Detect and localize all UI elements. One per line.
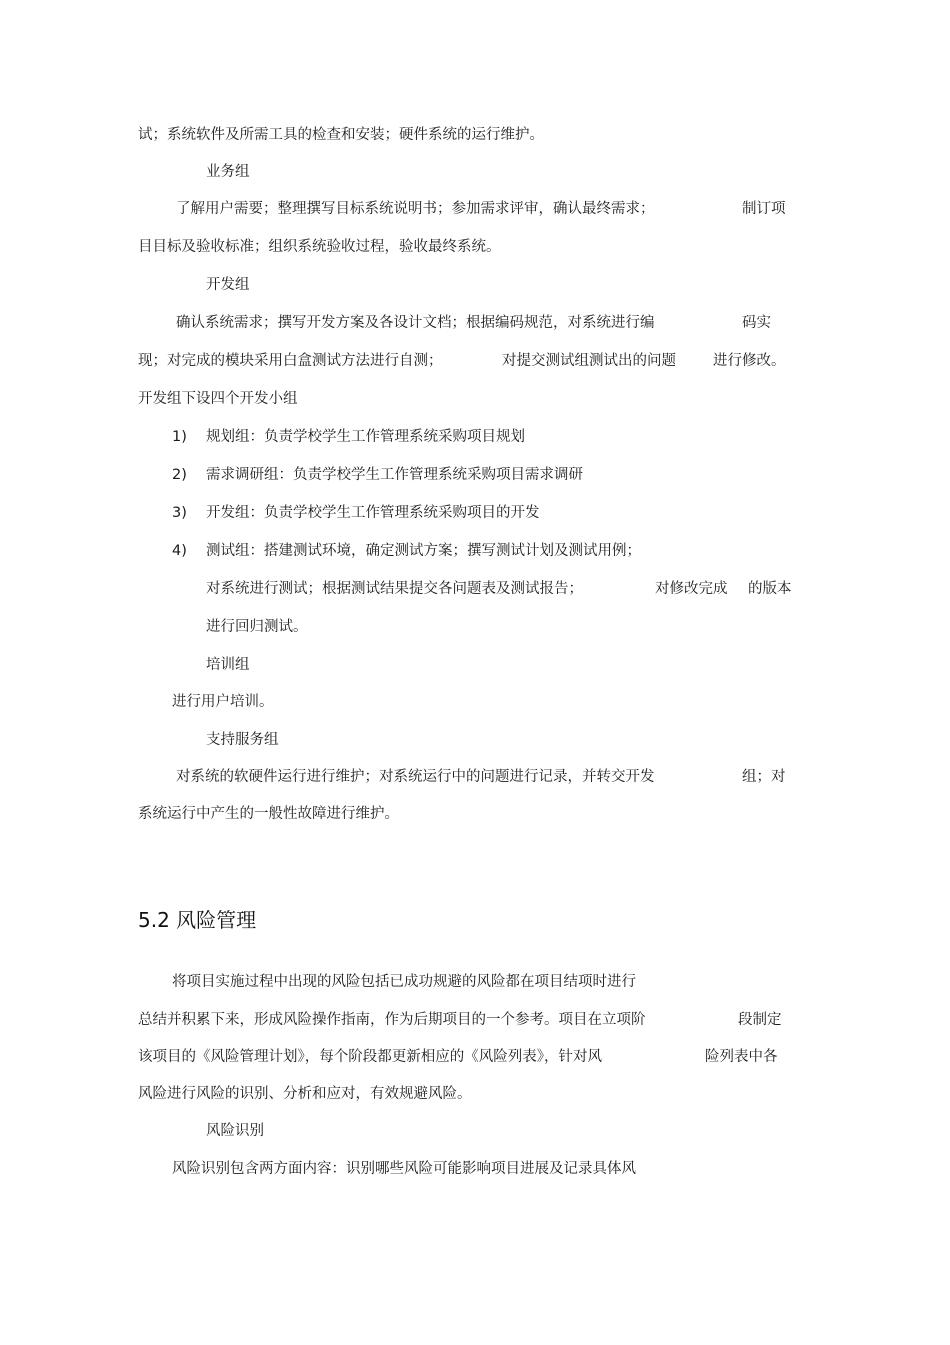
list-item-number: 4): [172, 543, 187, 559]
text-line: 该项目的《风险管理计划》，每个阶段都更新相应的《风险列表》，针对风: [138, 1049, 602, 1065]
text-line: 险列表中各: [705, 1049, 778, 1065]
list-item: 需求调研组：负责学校学生工作管理系统采购项目需求调研: [206, 467, 583, 483]
text-line: 制订项: [742, 201, 786, 217]
subheading-support-group: 支持服务组: [206, 732, 279, 748]
text-line: 现；对完成的模块采用白盒测试方法进行自测；: [138, 353, 443, 369]
text-line: 目目标及验收标准；组织系统验收过程，验收最终系统。: [138, 239, 501, 255]
text-line: 风险进行风险的识别、分析和应对，有效规避风险。: [138, 1086, 472, 1102]
subheading-training-group: 培训组: [206, 657, 250, 673]
text-line: 确认系统需求；撰写开发方案及各设计文档；根据编码规范，对系统进行编: [176, 315, 655, 331]
text-line: 总结并积累下来，形成风险操作指南，作为后期项目的一个参考。项目在立项阶: [138, 1012, 646, 1028]
list-item-number: 1): [172, 429, 187, 445]
list-item: 测试组：搭建测试环境，确定测试方案；撰写测试计划及测试用例；: [206, 543, 641, 559]
list-item: 开发组：负责学校学生工作管理系统采购项目的开发: [206, 505, 540, 521]
text-line: 系统运行中产生的一般性故障进行维护。: [138, 806, 399, 822]
text-line: 对系统进行测试；根据测试结果提交各问题表及测试报告；: [206, 581, 583, 597]
text-line: 了解用户需要；整理撰写目标系统说明书；参加需求评审，确认最终需求；: [176, 201, 655, 217]
text-line: 进行回归测试。: [206, 619, 308, 635]
text-line: 试；系统软件及所需工具的检查和安装；硬件系统的运行维护。: [138, 127, 544, 143]
text-line: 风险识别包含两方面内容：识别哪些风险可能影响项目进展及记录具体风: [172, 1161, 636, 1177]
text-line: 对系统的软硬件运行进行维护；对系统运行中的问题进行记录，并转交开发: [176, 769, 655, 785]
list-item-number: 3): [172, 505, 187, 521]
list-item-number: 2): [172, 467, 187, 483]
text-line: 进行用户培训。: [172, 694, 274, 710]
text-line: 将项目实施过程中出现的风险包括已成功规避的风险都在项目结项时进行: [172, 974, 636, 990]
subheading-risk-identification: 风险识别: [206, 1123, 264, 1139]
text-line: 组；对: [742, 769, 786, 785]
list-item: 规划组：负责学校学生工作管理系统采购项目规划: [206, 429, 525, 445]
text-line: 对提交测试组测试出的问题: [502, 353, 676, 369]
subheading-business-group: 业务组: [206, 164, 250, 180]
text-line: 段制定: [738, 1012, 782, 1028]
text-line: 的版本: [748, 581, 792, 597]
section-heading: 5.2 风险管理: [138, 908, 257, 932]
text-line: 码实: [742, 315, 771, 331]
subheading-dev-group: 开发组: [206, 277, 250, 293]
text-line: 开发组下设四个开发小组: [138, 391, 298, 407]
text-line: 对修改完成: [655, 581, 728, 597]
text-line: 进行修改。: [713, 353, 786, 369]
